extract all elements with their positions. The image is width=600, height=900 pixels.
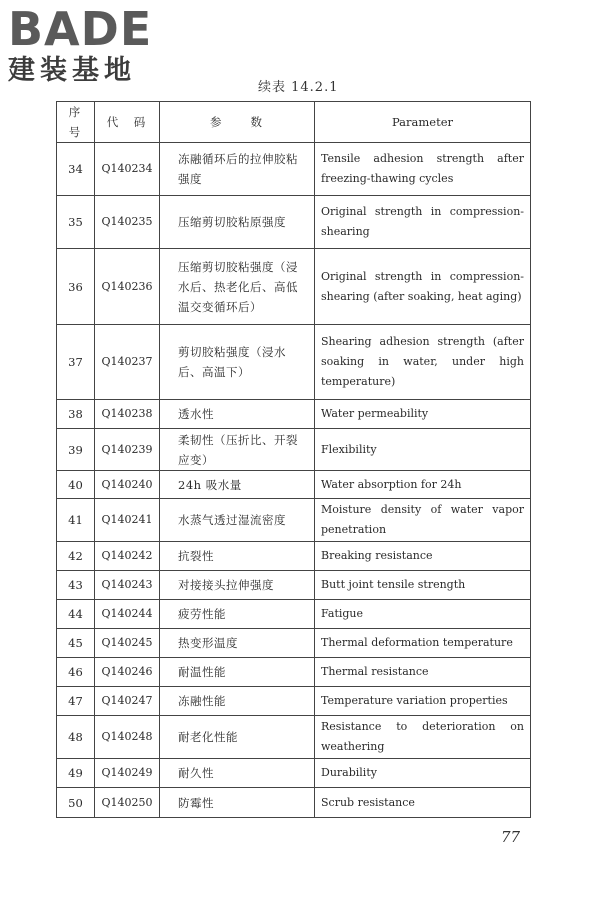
- row-parameter-en: Butt joint tensile strength: [315, 571, 531, 600]
- row-parameter-zh: 耐温性能: [160, 658, 315, 687]
- header-code: 代 码: [95, 102, 160, 143]
- row-parameter-en: Flexibility: [315, 429, 531, 471]
- row-parameter-en: Fatigue: [315, 600, 531, 629]
- row-parameter-en: Original strength in compression-shearing: [315, 196, 531, 249]
- table-row: [57, 143, 531, 196]
- row-code: Q140248: [95, 716, 160, 759]
- table-row: [57, 471, 531, 499]
- row-code: Q140236: [95, 249, 160, 325]
- table-row: [57, 196, 531, 249]
- logo-subtitle: 建装基地: [8, 55, 136, 86]
- row-number: 48: [57, 716, 95, 759]
- row-number: 46: [57, 658, 95, 687]
- row-parameter-zh: 防霉性: [160, 788, 315, 818]
- row-parameter-zh: 对接接头拉伸强度: [160, 571, 315, 600]
- table-row: [57, 429, 531, 471]
- table-row: [57, 716, 531, 759]
- row-parameter-zh: 透水性: [160, 400, 315, 429]
- row-number: 35: [57, 196, 95, 249]
- row-code: Q140237: [95, 325, 160, 400]
- row-number: 41: [57, 499, 95, 542]
- row-parameter-en: Original strength in compression-shearing (after soaking, heat aging): [315, 249, 531, 325]
- row-parameter-en: Water permeability: [315, 400, 531, 429]
- row-parameter-zh: 柔韧性（压折比、开裂应变）: [160, 429, 315, 471]
- row-parameter-en: Thermal deformation temperature: [315, 629, 531, 658]
- row-parameter-zh: 水蒸气透过湿流密度: [160, 499, 315, 542]
- row-parameter-en: Thermal resistance: [315, 658, 531, 687]
- row-number: 44: [57, 600, 95, 629]
- row-code: Q140249: [95, 759, 160, 788]
- table-row: [57, 759, 531, 788]
- row-number: 42: [57, 542, 95, 571]
- row-parameter-en: Moisture density of water vapor penetration: [315, 499, 531, 542]
- row-code: Q140241: [95, 499, 160, 542]
- row-parameter-zh: 耐老化性能: [160, 716, 315, 759]
- row-number: 40: [57, 471, 95, 499]
- row-code: Q140250: [95, 788, 160, 818]
- table-row: [57, 687, 531, 716]
- page-number: 77: [501, 828, 521, 846]
- row-parameter-en: Durability: [315, 759, 531, 788]
- row-number: 34: [57, 143, 95, 196]
- header-parameter-zh: 参 数: [160, 102, 315, 143]
- table-row: [57, 571, 531, 600]
- row-code: Q140238: [95, 400, 160, 429]
- row-parameter-zh: 冻融性能: [160, 687, 315, 716]
- row-parameter-zh: 疲劳性能: [160, 600, 315, 629]
- row-number: 39: [57, 429, 95, 471]
- row-parameter-en: Temperature variation properties: [315, 687, 531, 716]
- logo-wordmark: BADE: [8, 2, 153, 56]
- row-number: 38: [57, 400, 95, 429]
- table-row: [57, 400, 531, 429]
- row-code: Q140245: [95, 629, 160, 658]
- row-parameter-en: Shearing adhesion strength (after soaking in water, under high temperature): [315, 325, 531, 400]
- row-parameter-zh: 耐久性: [160, 759, 315, 788]
- table-row: [57, 788, 531, 818]
- table-row: [57, 629, 531, 658]
- row-number: 47: [57, 687, 95, 716]
- row-parameter-en: Scrub resistance: [315, 788, 531, 818]
- row-code: Q140246: [95, 658, 160, 687]
- row-code: Q140240: [95, 471, 160, 499]
- row-number: 37: [57, 325, 95, 400]
- row-parameter-en: Tensile adhesion strength after freezing-thawing cycles: [315, 143, 531, 196]
- row-code: Q140234: [95, 143, 160, 196]
- table-row: [57, 249, 531, 325]
- row-number: 45: [57, 629, 95, 658]
- row-parameter-zh: 剪切胶粘强度（浸水后、高温下）: [160, 325, 315, 400]
- row-code: Q140239: [95, 429, 160, 471]
- table-row: [57, 542, 531, 571]
- row-parameter-zh: 压缩剪切胶粘原强度: [160, 196, 315, 249]
- table-row: [57, 499, 531, 542]
- bade-logo: [8, 2, 178, 86]
- table-caption: 续表 14.2.1: [258, 80, 339, 95]
- header-parameter-en: Parameter: [315, 102, 531, 143]
- row-number: 36: [57, 249, 95, 325]
- row-code: Q140235: [95, 196, 160, 249]
- table-row: [57, 325, 531, 400]
- row-parameter-zh: 热变形温度: [160, 629, 315, 658]
- parameter-table: [56, 101, 531, 818]
- row-code: Q140242: [95, 542, 160, 571]
- row-parameter-en: Breaking resistance: [315, 542, 531, 571]
- row-parameter-en: Resistance to deterioration on weathering: [315, 716, 531, 759]
- row-code: Q140243: [95, 571, 160, 600]
- table-row: [57, 658, 531, 687]
- row-parameter-zh: 压缩剪切胶粘强度（浸水后、热老化后、高低温交变循环后）: [160, 249, 315, 325]
- row-code: Q140244: [95, 600, 160, 629]
- table-row: [57, 600, 531, 629]
- row-parameter-en: Water absorption for 24h: [315, 471, 531, 499]
- row-parameter-zh: 冻融循环后的拉伸胶粘强度: [160, 143, 315, 196]
- row-number: 43: [57, 571, 95, 600]
- row-parameter-zh: 抗裂性: [160, 542, 315, 571]
- table-header-row: [57, 102, 531, 143]
- header-serial: 序号: [57, 102, 95, 143]
- row-code: Q140247: [95, 687, 160, 716]
- row-number: 50: [57, 788, 95, 818]
- row-number: 49: [57, 759, 95, 788]
- row-parameter-zh: 24h 吸水量: [160, 471, 315, 499]
